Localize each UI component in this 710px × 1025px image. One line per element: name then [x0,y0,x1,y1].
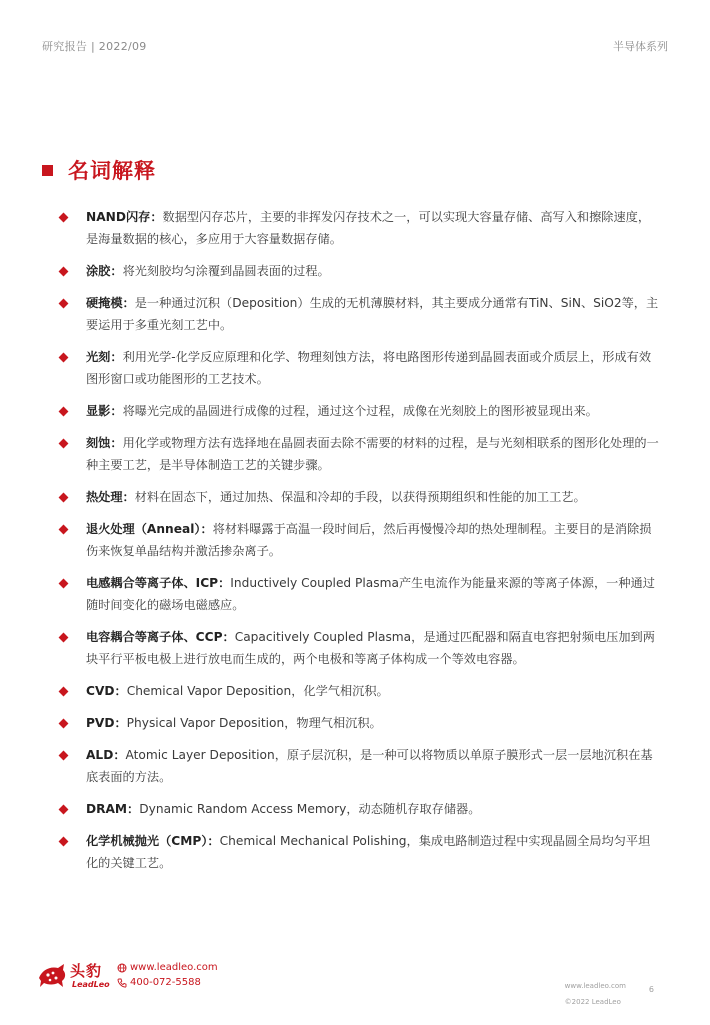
glossary-item [60,206,660,250]
diamond-bullet-icon [59,751,69,761]
term-name: NAND闪存： [86,210,163,224]
diamond-bullet-icon [59,267,69,277]
diamond-bullet-icon [59,687,69,697]
term-description: Inductively Coupled Plasma产生电流作为能量来源的等离子体源，一种通过随时间变化的磁场电磁感应。 [86,576,655,612]
term-description: 材料在固态下，通过加热、保温和冷却的手段，以获得预期组织和性能的加工工艺。 [134,490,586,504]
term-description: Chemical Mechanical Polishing，集成电路制造过程中实现晶圆全局均匀平坦化的关键工艺。 [86,834,651,870]
glossary-item [60,260,660,282]
term-description: 是一种通过沉积（Deposition）生成的无机薄膜材料，其主要成分通常有TiN、SiN、SiO2等，主要运用于多重光刻工艺中。 [86,296,659,332]
diamond-bullet-icon [59,299,69,309]
diamond-bullet-icon [59,493,69,503]
term-name: 光刻： [86,350,123,364]
glossary-item [60,572,660,616]
page-title: 名词解释 [68,159,156,183]
glossary-item [60,518,660,562]
logo-english-name: LeadLeo [72,980,110,989]
term-description: Atomic Layer Deposition，原子层沉积，是一种可以将物质以单原子膜形式一层一层地沉积在基底表面的方法。 [86,748,653,784]
glossary-list [60,206,660,884]
term-description: 将材料曝露于高温一段时间后，然后再慢慢冷却的热处理制程。主要目的是消除损伤来恢复单晶结构并激活掺杂离子。 [86,522,652,558]
diamond-bullet-icon [59,407,69,417]
diamond-bullet-icon [59,439,69,449]
report-header-date: 研究报告 | 2022/09 [42,40,147,53]
term-name: 电感耦合等离子体、ICP： [86,576,231,590]
glossary-item [60,626,660,670]
logo-chinese-name: 头豹 [70,962,103,980]
term-name: 电容耦合等离子体、CCP： [86,630,235,644]
glossary-item [60,346,660,390]
diamond-bullet-icon [59,579,69,589]
term-description: 将光刻胶均匀涂覆到晶圆表面的过程。 [122,264,330,278]
contact-info [117,960,218,990]
glossary-item [60,680,660,702]
term-description: Physical Vapor Deposition，物理气相沉积。 [126,716,382,730]
footer-website[interactable]: www.leadleo.com [564,982,626,990]
term-name: 热处理： [86,490,135,504]
phone-line [117,975,218,990]
diamond-bullet-icon [59,525,69,535]
website-link[interactable]: www.leadleo.com [130,962,218,973]
website-line [117,960,218,975]
page-number: 6 [648,985,654,994]
term-name: DRAM： [86,802,140,816]
globe-icon [117,963,127,973]
term-name: 退火处理（Anneal）： [86,522,213,536]
diamond-bullet-icon [59,213,69,223]
term-description: 将曝光完成的晶圆进行成像的过程，通过这个过程，成像在光刻胶上的图形被显现出来。 [122,404,598,418]
diamond-bullet-icon [59,719,69,729]
glossary-item [60,744,660,788]
term-description: Chemical Vapor Deposition，化学气相沉积。 [126,684,389,698]
diamond-bullet-icon [59,805,69,815]
term-description: 数据型闪存芯片，主要的非挥发闪存技术之一，可以实现大容量存储、高写入和擦除速度，是海量数据的核心，多应用于大容量数据存储。 [86,210,651,246]
term-description: 利用光学-化学反应原理和化学、物理刻蚀方法，将电路图形传递到晶圆表面或介质层上，形成有效图形窗口或功能图形的工艺技术。 [86,350,652,386]
leopard-logo-icon [36,960,68,990]
diamond-bullet-icon [59,633,69,643]
section-heading [42,155,156,185]
term-name: 化学机械抛光（CMP）： [86,834,220,848]
term-name: ALD： [86,748,126,762]
term-name: 显影： [86,404,123,418]
term-name: 硬掩模： [86,296,135,310]
glossary-item [60,400,660,422]
glossary-item [60,432,660,476]
term-name: CVD： [86,684,127,698]
glossary-item [60,486,660,508]
term-description: Capacitively Coupled Plasma，是通过匹配器和隔直电容把射频电压加到两块平行平板电极上进行放电而生成的，两个电极和等离子体构成一个等效电容器。 [86,630,655,666]
glossary-item [60,712,660,734]
diamond-bullet-icon [59,353,69,363]
glossary-item [60,830,660,874]
diamond-bullet-icon [59,837,69,847]
glossary-item [60,292,660,336]
footer-credits [565,978,626,1010]
term-description: 用化学或物理方法有选择地在晶圆表面去除不需要的材料的过程，是与光刻相联系的图形化处理的一种主要工艺，是半导体制造工艺的关键步骤。 [86,436,659,472]
footer-copyright: ©2022 LeadLeo [564,998,621,1006]
phone-icon [117,978,127,988]
square-bullet-icon [42,165,53,176]
term-description: Dynamic Random Access Memory，动态随机存取存储器。 [139,802,481,816]
phone-number: 400-072-5588 [130,977,201,988]
term-name: 刻蚀： [86,436,123,450]
term-name: PVD： [86,716,127,730]
report-series-label: 半导体系列 [613,40,668,53]
term-name: 涂胶： [86,264,123,278]
glossary-item [60,798,660,820]
